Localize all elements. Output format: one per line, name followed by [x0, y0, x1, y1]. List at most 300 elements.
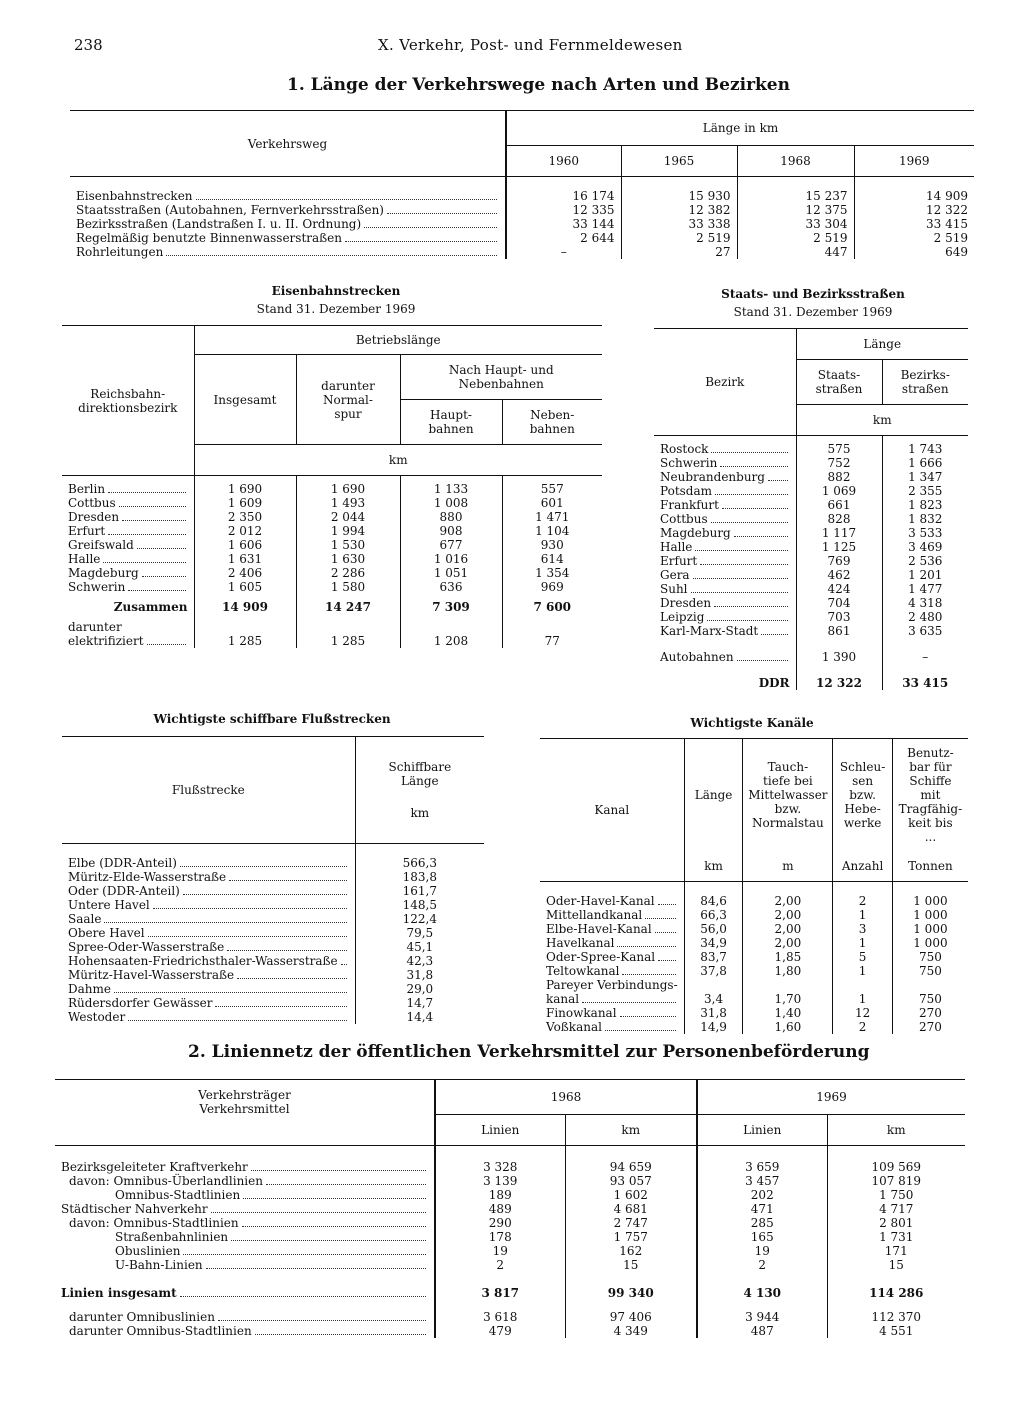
row-label: Linien insgesamt	[61, 1285, 177, 1300]
row-label: Havelkanal	[546, 935, 615, 950]
table-row	[62, 996, 484, 1010]
rivers-title: Wichtigste schiffbare Flußstrecken	[153, 712, 391, 726]
canals-unit-anzahl: Anzahl	[833, 851, 893, 882]
row-label: Schwerin	[68, 579, 126, 594]
table-row	[55, 1258, 965, 1272]
cell-value: 79,5	[355, 926, 484, 940]
row-label: Potsdam	[660, 483, 713, 498]
table-row	[540, 964, 968, 978]
cell-value: 3 328	[435, 1160, 565, 1174]
row-label: darunter Omnibuslinien	[69, 1309, 215, 1324]
row-label: Untere Havel	[68, 897, 150, 912]
table-row	[62, 496, 602, 510]
cell-value: 42,3	[355, 954, 484, 968]
row-label: Mittellandkanal	[546, 907, 643, 922]
row-label: Pareyer Verbindungs-	[546, 977, 678, 992]
rail-col-normalspur: darunter Normal- spur	[296, 355, 400, 445]
cell-value: 2 406	[194, 566, 296, 580]
cell-value: 7 600	[502, 594, 602, 614]
table-row	[62, 580, 602, 594]
cell-value: 2 286	[296, 566, 400, 580]
table-row	[62, 954, 484, 968]
row-label: Rostock	[660, 441, 709, 456]
cell-value: 15	[565, 1258, 697, 1272]
total-row	[654, 676, 968, 690]
cell-value: 462	[796, 568, 882, 582]
cell-value: 2,00	[743, 908, 833, 922]
cell-value: 16 174	[506, 189, 621, 203]
table-row	[62, 524, 602, 538]
table-row	[540, 1006, 968, 1020]
cell-value: 4 318	[882, 596, 968, 610]
table-row	[70, 203, 974, 217]
cell-value: 2 519	[737, 231, 854, 245]
cell-value: 3 635	[882, 624, 968, 638]
row-prefix: davon:	[69, 1215, 110, 1230]
cell-value: 37,8	[684, 964, 743, 978]
row-label: Elbe-Havel-Kanal	[546, 921, 652, 936]
cell-value: 1 750	[827, 1188, 965, 1202]
cell-value: 83,7	[684, 950, 743, 964]
cell-value: 1 069	[796, 484, 882, 498]
row-label: darunter Omnibus-Stadtlinien	[69, 1323, 252, 1338]
table-row	[55, 1310, 965, 1324]
cell-value: 94 659	[565, 1160, 697, 1174]
row-label: Greifswald	[68, 537, 134, 552]
table-row	[62, 912, 484, 926]
cell-value: 1 994	[296, 524, 400, 538]
cell-value: 3 469	[882, 540, 968, 554]
table-row	[62, 884, 484, 898]
rail-unit: km	[194, 445, 602, 476]
cell-value: 1 630	[296, 552, 400, 566]
table-row	[540, 936, 968, 950]
row-label: Obere Havel	[68, 925, 145, 940]
table-row	[654, 540, 968, 554]
rail-col-insgesamt: Insgesamt	[194, 355, 296, 445]
table-row	[55, 1188, 965, 1202]
cell-value: 2 012	[194, 524, 296, 538]
cell-value: 969	[502, 580, 602, 594]
cell-value: –	[882, 650, 968, 664]
row-label: Finowkanal	[546, 1005, 617, 1020]
cell-value: 1 606	[194, 538, 296, 552]
rail-col-region: Reichsbahn- direktionsbezirk	[78, 386, 178, 415]
cell-value: 2 355	[882, 484, 968, 498]
cell-value: 1 104	[502, 524, 602, 538]
table-row	[55, 1216, 965, 1230]
table-row	[654, 526, 968, 540]
cell-value: 14,9	[684, 1020, 743, 1034]
cell-value: 575	[796, 442, 882, 456]
row-prefix: davon:	[69, 1173, 110, 1188]
cell-value: 122,4	[355, 912, 484, 926]
cell-value: 1 390	[796, 650, 882, 664]
cell-value: 424	[796, 582, 882, 596]
cell-value: 14,7	[355, 996, 484, 1010]
cell-value: 1 731	[827, 1230, 965, 1244]
cell-value: 2,00	[743, 936, 833, 950]
cell-value: 3 533	[882, 526, 968, 540]
cell-value: 447	[737, 245, 854, 259]
table2-col-linien: Linien	[435, 1115, 565, 1146]
table-row	[70, 231, 974, 245]
roads-table	[654, 328, 968, 690]
table1-year: 1968	[737, 146, 854, 177]
table-row	[654, 610, 968, 624]
cell-value: 3 659	[697, 1160, 827, 1174]
total-label: Zusammen	[113, 599, 188, 614]
canals-col-benutzbar: Benutz- bar für Schiffe mit Tragfähig- keit bis ...	[892, 739, 968, 852]
row-label: Magdeburg	[68, 565, 139, 580]
roads-col-bezirk-str: Bezirks- straßen	[882, 360, 968, 405]
canals-unit-tonnen: Tonnen	[892, 851, 968, 882]
cell-value: 1 609	[194, 496, 296, 510]
cell-value: 2	[697, 1258, 827, 1272]
cell-value: 33 304	[737, 217, 854, 231]
cell-value: 107 819	[827, 1174, 965, 1188]
cell-value: 1 666	[882, 456, 968, 470]
row-label: Karl-Marx-Stadt	[660, 623, 759, 638]
table-row	[654, 470, 968, 484]
table-row	[654, 484, 968, 498]
rivers-unit: km	[410, 806, 430, 820]
cell-value: 12 375	[737, 203, 854, 217]
table-row	[55, 1230, 965, 1244]
row-label: Spree-Oder-Wasserstraße	[68, 939, 225, 954]
cell-value: 1 201	[882, 568, 968, 582]
canals-col-schleusen: Schleu- sen bzw. Hebe- werke	[833, 739, 893, 852]
row-label: Omnibus-Überlandlinien	[113, 1173, 263, 1188]
cell-value: 14 909	[194, 594, 296, 614]
table-row	[62, 482, 602, 496]
table1	[70, 110, 974, 259]
cell-value: 704	[796, 596, 882, 610]
cell-value: 828	[796, 512, 882, 526]
cell-value: 12 322	[854, 203, 974, 217]
cell-value: 66,3	[684, 908, 743, 922]
table-row	[55, 1244, 965, 1258]
table-row	[62, 566, 602, 580]
cell-value: 930	[502, 538, 602, 552]
cell-value: 1 530	[296, 538, 400, 552]
table2-col-km: km	[827, 1115, 965, 1146]
cell-value: 202	[697, 1188, 827, 1202]
table-row	[654, 624, 968, 638]
table2	[55, 1079, 965, 1338]
cell-value: 1,40	[743, 1006, 833, 1020]
rivers-col-laenge: Schiffbare Länge	[388, 760, 452, 788]
row-label: Bezirksstraßen (Landstraßen I. u. II. Ordnung)	[76, 216, 362, 231]
table-row	[540, 1020, 968, 1034]
cell-value: 33 415	[854, 217, 974, 231]
row-label: Oder (DDR-Anteil)	[68, 883, 180, 898]
cell-value: 93 057	[565, 1174, 697, 1188]
cell-value: 1 051	[400, 566, 502, 580]
row-label: Autobahnen	[660, 649, 734, 664]
roads-col-bezirk: Bezirk	[705, 375, 745, 389]
table1-title: 1. Länge der Verkehrswege nach Arten und Bezirken	[287, 75, 790, 95]
cell-value: 2,00	[743, 922, 833, 936]
rivers-col-strecke: Flußstrecke	[171, 783, 245, 797]
table-row	[62, 634, 602, 648]
row-label: Leipzig	[660, 609, 705, 624]
row-label: Westoder	[68, 1009, 126, 1024]
cell-value: 12 382	[621, 203, 737, 217]
cell-value: 2 350	[194, 510, 296, 524]
cell-value: 4 349	[565, 1324, 697, 1338]
cell-value: 471	[697, 1202, 827, 1216]
cell-value: 12 335	[506, 203, 621, 217]
cell-value: 33 338	[621, 217, 737, 231]
rail-col-haupt: Haupt- bahnen	[400, 400, 502, 445]
cell-value: 750	[892, 950, 968, 964]
canals-unit-m: m	[743, 851, 833, 882]
cell-value: 15	[827, 1258, 965, 1272]
cell-value: 5	[833, 950, 893, 964]
cell-value: 1 000	[892, 894, 968, 908]
cell-value: 4 551	[827, 1324, 965, 1338]
cell-value: 56,0	[684, 922, 743, 936]
cell-value: 290	[435, 1216, 565, 1230]
row-label: Staatsstraßen (Autobahnen, Fernverkehrsstraßen)	[76, 202, 384, 217]
row-label: Erfurt	[68, 523, 106, 538]
cell-value: 189	[435, 1188, 565, 1202]
table-row	[62, 510, 602, 524]
cell-value: 1 690	[296, 482, 400, 496]
cell-value: 1 208	[400, 634, 502, 648]
row-label: Bezirksgeleiteter Kraftverkehr	[61, 1159, 248, 1174]
cell-value: 2	[435, 1258, 565, 1272]
row-label: Teltowkanal	[546, 963, 620, 978]
roads-unit: km	[796, 405, 968, 436]
table-row	[654, 582, 968, 596]
cell-value: 3	[833, 922, 893, 936]
table-row	[70, 245, 974, 259]
page-number: 238	[74, 36, 103, 54]
table-row	[654, 498, 968, 512]
cell-value: 1,70	[743, 992, 833, 1006]
cell-value: 2 519	[854, 231, 974, 245]
total-label: DDR	[758, 675, 790, 690]
cell-value: 183,8	[355, 870, 484, 884]
cell-value: 661	[796, 498, 882, 512]
cell-value: 1 580	[296, 580, 400, 594]
table1-year: 1960	[506, 146, 621, 177]
row-label: Straßenbahnlinien	[115, 1229, 229, 1244]
row-label: U-Bahn-Linien	[115, 1257, 203, 1272]
cell-value: 1 493	[296, 496, 400, 510]
row-label: Müritz-Elde-Wasserstraße	[68, 869, 227, 884]
cell-value: 161,7	[355, 884, 484, 898]
cell-value: 557	[502, 482, 602, 496]
cell-value: 33 144	[506, 217, 621, 231]
cell-value: 487	[697, 1324, 827, 1338]
table1-year: 1969	[854, 146, 974, 177]
cell-value: 1 117	[796, 526, 882, 540]
rail-title: Eisenbahnstrecken	[271, 284, 401, 298]
row-label: Müritz-Havel-Wasserstraße	[68, 967, 235, 982]
row-label: Voßkanal	[546, 1019, 602, 1034]
cell-value: 14 247	[296, 594, 400, 614]
row-label: Obuslinien	[115, 1243, 181, 1258]
cell-value: 769	[796, 554, 882, 568]
cell-value: 1 133	[400, 482, 502, 496]
row-label: Halle	[68, 551, 101, 566]
cell-value: 162	[565, 1244, 697, 1258]
cell-value: 3,4	[684, 992, 743, 1006]
rivers-col-laenge-cell	[355, 737, 484, 844]
cell-value: 99 340	[565, 1286, 697, 1300]
cell-value: 270	[892, 1006, 968, 1020]
row-label: Frankfurt	[660, 497, 719, 512]
row-label: darunter	[68, 619, 122, 634]
rail-col-neben: Neben- bahnen	[502, 400, 602, 445]
row-label: Dahme	[68, 981, 111, 996]
table-row	[62, 982, 484, 996]
cell-value: 14 909	[854, 189, 974, 203]
table-row	[62, 870, 484, 884]
row-label: Hohensaaten-Friedrichsthaler-Wasserstraße	[68, 953, 338, 968]
canals-col-laenge: Länge	[684, 739, 743, 852]
cell-value: 114 286	[827, 1286, 965, 1300]
rail-col-haupt-neben: Nach Haupt- und Nebenbahnen	[400, 355, 602, 400]
row-label: Schwerin	[660, 455, 718, 470]
canals-col-kanal: Kanal	[594, 803, 630, 817]
cell-value: 1 000	[892, 922, 968, 936]
roads-title: Staats- und Bezirksstraßen	[721, 287, 905, 301]
row-label: Dresden	[660, 595, 712, 610]
row-label: Rohrleitungen	[76, 244, 164, 259]
total-row	[55, 1286, 965, 1300]
cell-value: 614	[502, 552, 602, 566]
table-row	[70, 217, 974, 231]
row-label: Cottbus	[68, 495, 116, 510]
cell-value: 752	[796, 456, 882, 470]
cell-value: 1 125	[796, 540, 882, 554]
table-row	[62, 898, 484, 912]
row-label: Erfurt	[660, 553, 698, 568]
table-row	[55, 1174, 965, 1188]
cell-value: 4 130	[697, 1286, 827, 1300]
cell-value: –	[506, 245, 621, 259]
row-label: Dresden	[68, 509, 120, 524]
cell-value: 34,9	[684, 936, 743, 950]
cell-value: 84,6	[684, 894, 743, 908]
cell-value: 31,8	[355, 968, 484, 982]
cell-value: 1 347	[882, 470, 968, 484]
rail-subtitle: Stand 31. Dezember 1969	[256, 302, 416, 316]
cell-value: 4 717	[827, 1202, 965, 1216]
cell-value: 29,0	[355, 982, 484, 996]
cell-value: 1	[833, 908, 893, 922]
row-label: Suhl	[660, 581, 688, 596]
row-label: Elbe (DDR-Anteil)	[68, 855, 177, 870]
row-label: Saale	[68, 911, 102, 926]
cell-value: 7 309	[400, 594, 502, 614]
cell-value: 27	[621, 245, 737, 259]
roads-col-laenge: Länge	[796, 329, 968, 360]
row-label: Halle	[660, 539, 693, 554]
roads-col-staat: Staats- straßen	[796, 360, 882, 405]
cell-value: 2	[833, 894, 893, 908]
table-row	[62, 926, 484, 940]
canals-table	[540, 738, 968, 1034]
table1-unit-label: Länge in km	[506, 111, 974, 146]
cell-value: 649	[854, 245, 974, 259]
table-row	[540, 894, 968, 908]
table-row	[62, 856, 484, 870]
table2-title: 2. Liniennetz der öffentlichen Verkehrsmittel zur Personenbeförderung	[188, 1042, 870, 1062]
canals-unit-km: km	[684, 851, 743, 882]
cell-value: 1 016	[400, 552, 502, 566]
table-row	[654, 512, 968, 526]
rail-col-betrieb: Betriebslänge	[194, 326, 602, 355]
cell-value: 2 519	[621, 231, 737, 245]
cell-value: 1	[833, 992, 893, 1006]
row-label: Gera	[660, 567, 690, 582]
table-row	[55, 1324, 965, 1338]
cell-value: 15 237	[737, 189, 854, 203]
cell-value: 3 944	[697, 1310, 827, 1324]
total-row	[62, 594, 602, 614]
row-label: Magdeburg	[660, 525, 731, 540]
cell-value: 1 690	[194, 482, 296, 496]
cell-value: 566,3	[355, 856, 484, 870]
cell-value: 636	[400, 580, 502, 594]
row-label: elektrifiziert	[68, 633, 144, 648]
cell-value: 1 471	[502, 510, 602, 524]
cell-value: 1	[833, 964, 893, 978]
cell-value: 2 044	[296, 510, 400, 524]
cell-value: 750	[892, 964, 968, 978]
cell-value: 1 631	[194, 552, 296, 566]
cell-value: 171	[827, 1244, 965, 1258]
cell-value: 1,80	[743, 964, 833, 978]
table2-col-km: km	[565, 1115, 697, 1146]
chapter-header: X. Verkehr, Post- und Fernmeldewesen	[378, 36, 683, 54]
cell-value: 15 930	[621, 189, 737, 203]
cell-value: 148,5	[355, 898, 484, 912]
cell-value: 677	[400, 538, 502, 552]
table-row	[540, 922, 968, 936]
cell-value: 1,60	[743, 1020, 833, 1034]
table-row	[55, 1160, 965, 1174]
table-row	[540, 950, 968, 964]
cell-value: 2 801	[827, 1216, 965, 1230]
cell-value: 1 354	[502, 566, 602, 580]
row-label: kanal	[546, 991, 580, 1006]
table-row	[62, 538, 602, 552]
row-label: Eisenbahnstrecken	[76, 188, 193, 203]
cell-value: 1 000	[892, 936, 968, 950]
cell-value: 12 322	[796, 676, 882, 690]
row-label: Berlin	[68, 481, 106, 496]
table-row	[654, 442, 968, 456]
row-label: Rüdersdorfer Gewässer	[68, 995, 213, 1010]
cell-value: 285	[697, 1216, 827, 1230]
row-label: Oder-Spree-Kanal	[546, 949, 656, 964]
cell-value: 1 285	[194, 634, 296, 648]
cell-value: 3 457	[697, 1174, 827, 1188]
cell-value: 112 370	[827, 1310, 965, 1324]
table-row	[540, 992, 968, 1006]
table-row	[654, 554, 968, 568]
cell-value: 109 569	[827, 1160, 965, 1174]
cell-value: 2	[833, 1020, 893, 1034]
cell-value: 2 644	[506, 231, 621, 245]
cell-value: 12	[833, 1006, 893, 1020]
